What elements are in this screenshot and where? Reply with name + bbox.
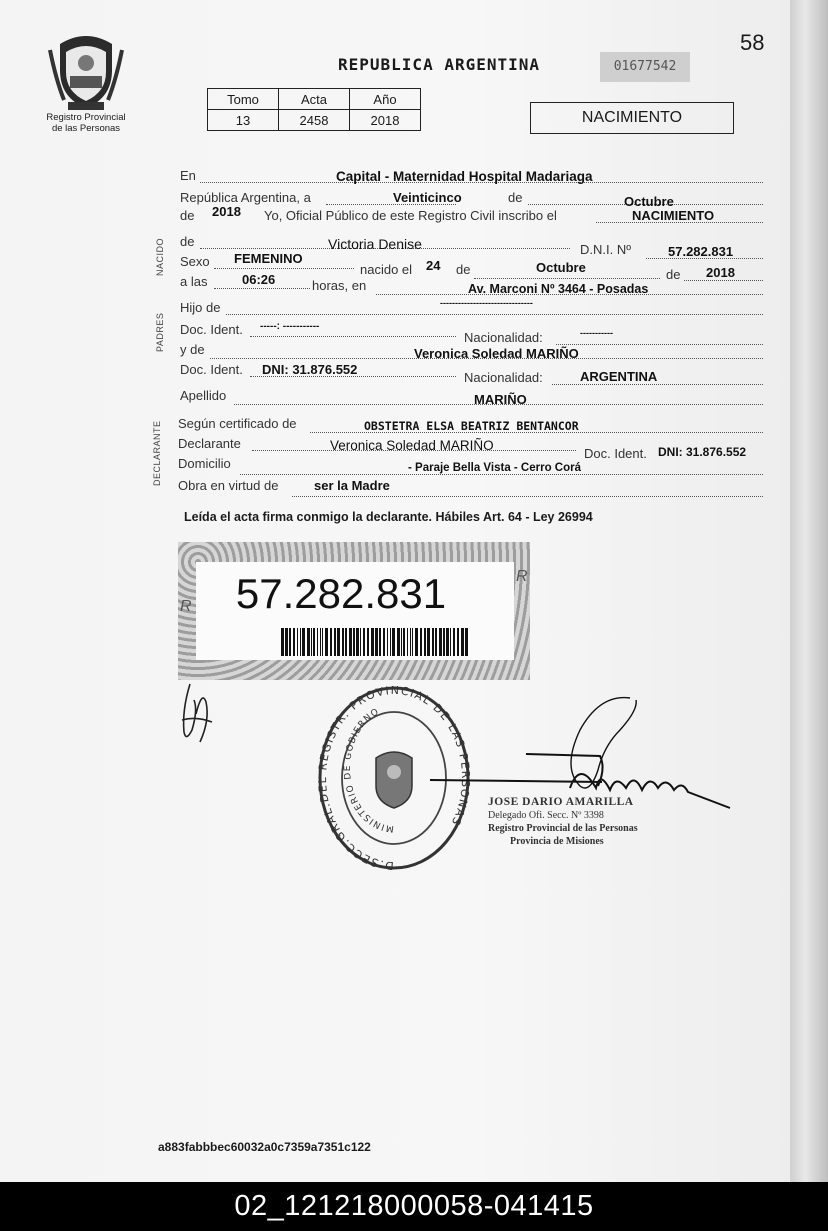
domicilio-label: Domicilio	[178, 456, 231, 471]
record-type-box: NACIMIENTO	[530, 102, 734, 134]
barcode-bar	[289, 628, 291, 656]
footer-id: 02_121218000058-041415	[234, 1190, 594, 1222]
y-de-label: y de	[180, 342, 205, 357]
barcode-bar	[285, 628, 288, 656]
field-row-certificado	[178, 412, 763, 434]
obra-value: ser la Madre	[314, 478, 390, 493]
barcode-bar	[443, 628, 445, 656]
day-words-value: Veinticinco	[393, 190, 462, 205]
barcode-bar	[432, 628, 434, 656]
de4-label: de	[456, 262, 471, 277]
child-name-value: Victoria Denise	[328, 236, 422, 252]
a-las-label: a las	[180, 274, 208, 289]
de3-label: de	[180, 234, 195, 249]
nacionalidad-label: Nacionalidad:	[464, 330, 543, 345]
oficial-text: Yo, Oficial Público de este Registro Civil inscribo el	[264, 208, 557, 223]
dni-sticker-number: 57.282.831	[235, 570, 447, 617]
barcode-bar	[410, 628, 411, 656]
hijo-label: Hijo de	[180, 300, 221, 315]
signature-block	[488, 796, 638, 848]
dni-label: D.N.I. Nº	[580, 242, 631, 257]
handwritten-initials	[176, 680, 218, 750]
barcode-bar	[446, 628, 449, 656]
field-row-place	[178, 164, 763, 186]
registro-provincial-label	[36, 112, 136, 134]
certificate-value: OBSTETRA ELSA BEATRIZ BENTANCOR	[364, 419, 579, 433]
page-number: 58	[740, 30, 765, 55]
sticker-mark-right: R	[516, 568, 528, 585]
barcode-bar	[342, 628, 344, 656]
dotted-line	[292, 496, 763, 497]
domicilio-value: - Paraje Bella Vista - Cerro Corá	[408, 462, 581, 474]
dotted-line	[226, 314, 763, 315]
barcode-bar	[317, 628, 318, 656]
barcode-bar	[293, 628, 295, 656]
barcode-bar	[383, 628, 385, 656]
dni-sticker	[178, 542, 530, 680]
barcode-bar	[461, 628, 464, 656]
record-header-ano: Año	[350, 89, 421, 110]
barcode-bar	[379, 628, 381, 656]
dni-sticker-panel	[196, 562, 514, 660]
field-row-domicilio	[178, 452, 763, 474]
birth-day-value: 24	[426, 258, 441, 273]
header-title: REPUBLICA ARGENTINA	[338, 55, 541, 74]
birth-time-value: 06:26	[242, 272, 276, 287]
field-row-oficial	[178, 204, 763, 226]
section-label-padres: PADRES	[155, 312, 165, 352]
barcode-bar	[313, 628, 315, 656]
barcode-bar	[360, 628, 361, 656]
signatory-line4: Provincia de Misiones	[510, 836, 604, 847]
mother-doc-value: DNI: 31.876.552	[262, 362, 358, 377]
place-value: Capital - Maternidad Hospital Madariaga	[336, 169, 593, 184]
barcode-bar	[322, 628, 323, 656]
field-row-time	[178, 270, 763, 296]
barcode-bar	[311, 628, 312, 656]
nacido-el-label: nacido el	[360, 262, 413, 277]
nacionalidad2-label: Nacionalidad:	[464, 370, 543, 385]
father-doc-value: -----: -----------	[260, 321, 320, 332]
barcode-bar	[392, 628, 395, 656]
barcode-bar	[397, 628, 400, 656]
barcode-bar	[427, 628, 430, 656]
field-row-declarante	[178, 432, 763, 461]
signatory-line2: Delegado Ofi. Secc. Nº 3398	[488, 810, 604, 821]
barcode-bar	[453, 628, 455, 656]
doc-ident2-label: Doc. Ident.	[180, 362, 243, 377]
barcode-bar	[302, 628, 305, 656]
document-hash: a883fabbbec60032a0c7359a7351c122	[158, 1140, 371, 1154]
record-table	[207, 88, 421, 131]
barcode-bar	[390, 628, 391, 656]
dotted-line	[250, 336, 456, 337]
footer-id-band	[0, 1182, 828, 1231]
barcode-bar	[320, 628, 321, 656]
field-row-mother	[178, 338, 763, 360]
segun-label: Según certificado de	[178, 416, 297, 431]
barcode-bar	[281, 628, 284, 656]
barcode-bar	[450, 628, 451, 656]
declarante-value: Veronica Soledad MARIÑO	[330, 438, 494, 453]
sexo-label: Sexo	[180, 254, 210, 269]
birth-address-value: Av. Marconi Nº 3464 - Posadas	[468, 282, 649, 296]
barcode-bar	[337, 628, 340, 656]
barcode-bar	[300, 628, 301, 656]
seal-outer-text: D.SECC.GRAL.DEL REGISTR. PROVINCIAL DE LAS PERSONAS	[316, 686, 472, 872]
sticker-mark-left: R	[180, 598, 192, 615]
field-row-father-doc	[178, 318, 763, 345]
barcode-bar	[387, 628, 388, 656]
barcode-bar	[375, 628, 378, 656]
barcode-bar	[401, 628, 402, 656]
de-label: de	[508, 190, 523, 205]
doc-ident3-label: Doc. Ident.	[584, 446, 647, 461]
barcode-bar	[424, 628, 426, 656]
doc-ident-label: Doc. Ident.	[180, 322, 243, 337]
barcode-bar	[334, 628, 336, 656]
field-row-mother-doc	[178, 358, 763, 385]
barcode	[281, 628, 471, 656]
section-label-nacido: NACIDO	[155, 237, 165, 276]
barcode-bar	[407, 628, 408, 656]
mother-nationality-value: ARGENTINA	[580, 369, 658, 384]
barcode-bar	[403, 628, 405, 656]
barcode-bar	[363, 628, 365, 656]
mother-name-value: Veronica Soledad MARIÑO	[414, 346, 579, 361]
barcode-bar	[353, 628, 355, 656]
barcode-bar	[415, 628, 418, 656]
father-name-value: -------------------------------	[440, 298, 533, 308]
child-dni-value: 57.282.831	[668, 244, 734, 259]
de2-label: de	[180, 208, 195, 223]
year-value: 2018	[212, 204, 241, 219]
record-header-tomo: Tomo	[208, 89, 279, 110]
republica-label: República Argentina, a	[180, 190, 311, 205]
field-row-father	[178, 296, 763, 318]
page-edge	[790, 0, 828, 1182]
record-header-acta: Acta	[279, 89, 350, 110]
barcode-bar	[420, 628, 422, 656]
dotted-line	[214, 268, 354, 269]
act-word-value: NACIMIENTO	[632, 208, 715, 223]
record-value-acta: 2458	[279, 110, 350, 131]
field-row-apellido	[178, 384, 763, 406]
registro-label-line2: de las Personas	[51, 123, 121, 134]
de5-label: de	[666, 267, 681, 282]
birth-year-value: 2018	[706, 265, 735, 280]
barcode-bar	[325, 628, 328, 656]
en-label: En	[180, 168, 196, 183]
barcode-bar	[439, 628, 442, 656]
closing-statement: Leída el acta firma conmigo la declarante. Hábiles Art. 64 - Ley 26994	[184, 510, 593, 524]
provincial-coat-of-arms-logo	[46, 30, 126, 112]
sexo-value: FEMENINO	[234, 251, 303, 266]
registro-label-line1: Registro Provincial	[46, 112, 126, 123]
seal-inner-text: MINISTERIO DE GOBIERNO	[343, 706, 395, 834]
barcode-bar	[371, 628, 374, 656]
father-nationality-value: -----------	[580, 328, 613, 338]
declarante-doc-value: DNI: 31.876.552	[658, 445, 747, 459]
section-label-declarante: DECLARANTE	[152, 420, 162, 486]
obra-label: Obra en virtud de	[178, 478, 279, 493]
barcode-bar	[457, 628, 459, 656]
barcode-bar	[345, 628, 347, 656]
signatory-line3: Registro Provincial de las Personas	[488, 823, 638, 834]
apellido-label: Apellido	[180, 388, 227, 403]
declarante-label: Declarante	[178, 436, 241, 451]
apellido-value: MARIÑO	[474, 392, 527, 407]
signatory-name: JOSE DARIO AMARILLA	[488, 796, 634, 808]
dotted-line	[214, 288, 310, 289]
field-row-obra	[178, 474, 763, 496]
birth-month-value: Octubre	[536, 260, 586, 275]
barcode-bar	[349, 628, 352, 656]
barcode-bar	[435, 628, 437, 656]
barcode-bar	[367, 628, 369, 656]
barcode-bar	[356, 628, 359, 656]
barcode-bar	[412, 628, 413, 656]
serial-number: 01677542	[600, 52, 690, 82]
barcode-bar	[297, 628, 298, 656]
barcode-bar	[307, 628, 310, 656]
horas-label: horas, en	[312, 278, 367, 293]
barcode-bar	[465, 628, 468, 656]
barcode-bar	[330, 628, 332, 656]
record-value-ano: 2018	[350, 110, 421, 131]
record-value-tomo: 13	[208, 110, 279, 131]
month-value: Octubre	[624, 194, 674, 209]
